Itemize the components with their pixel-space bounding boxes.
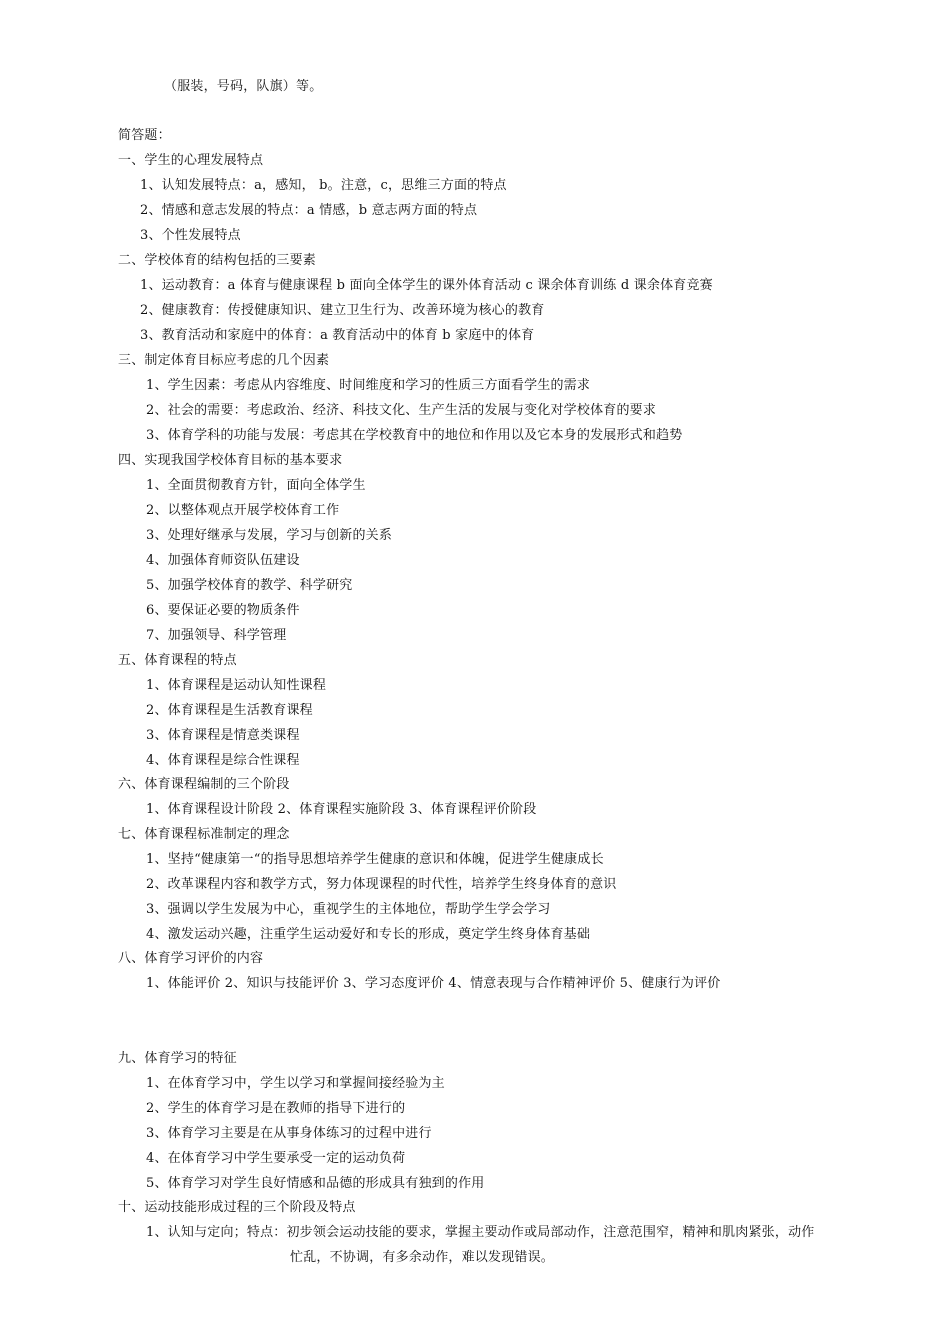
list-item: 1、坚持“健康第一“的指导思想培养学生健康的意识和体魄，促进学生健康成长 [146,852,604,867]
list-item: 2、情感和意志发展的特点：a 情感，b 意志两方面的特点 [140,203,478,218]
section-heading: 简答题： [118,128,171,143]
list-item: 1、学生因素：考虑从内容维度、时间维度和学习的性质三方面看学生的需求 [146,378,591,393]
list-item: 3、体育学习主要是在从事身体练习的过程中进行 [146,1126,432,1141]
list-item: 2、改革课程内容和教学方式，努力体现课程的时代性，培养学生终身体育的意识 [146,877,617,892]
list-item: 2、学生的体育学习是在教师的指导下进行的 [146,1101,406,1116]
list-item: 1、体育课程是运动认知性课程 [146,678,327,693]
list-item: 1、运动教育：a 体育与健康课程 b 面向全体学生的课外体育活动 c 课余体育训练 d 课余体育竞赛 [140,278,713,293]
section-title: 二、学校体育的结构包括的三要素 [118,253,317,268]
list-item: 3、强调以学生发展为中心，重视学生的主体地位，帮助学生学会学习 [146,902,551,917]
section-title: 十、运动技能形成过程的三个阶段及特点 [118,1200,356,1215]
section-title: 三、制定体育目标应考虑的几个因素 [118,353,330,368]
section-title: 九、体育学习的特征 [118,1051,237,1066]
list-item: 3、体育学科的功能与发展：考虑其在学校教育中的地位和作用以及它本身的发展形式和趋势 [146,428,683,443]
list-item: 5、体育学习对学生良好情感和品德的形成具有独到的作用 [146,1176,485,1191]
list-item: 4、激发运动兴趣，注重学生运动爱好和专长的形成，奠定学生终身体育基础 [146,927,591,942]
list-item: 3、体育课程是情意类课程 [146,728,300,743]
list-item: 2、体育课程是生活教育课程 [146,703,313,718]
list-item-continuation: 忙乱，不协调，有多余动作，难以发现错误。 [290,1250,555,1265]
list-item: 1、认知与定向；特点：初步领会运动技能的要求，掌握主要动作或局部动作，注意范围窄，精神和肌肉紧张，动作 [146,1225,815,1240]
list-item: 3、教育活动和家庭中的体育：a 教育活动中的体育 b 家庭中的体育 [140,328,535,343]
list-item: 1、在体育学习中，学生以学习和掌握间接经验为主 [146,1076,445,1091]
list-item: 3、个性发展特点 [140,228,241,243]
list-item: 2、健康教育：传授健康知识、建立卫生行为、改善环境为核心的教育 [140,303,545,318]
list-item: 4、在体育学习中学生要承受一定的运动负荷 [146,1151,406,1166]
list-item: 7、加强领导、科学管理 [146,628,287,643]
list-item: 4、加强体育师资队伍建设 [146,553,300,568]
list-item: 2、社会的需要：考虑政治、经济、科技文化、生产生活的发展与变化对学校体育的要求 [146,403,657,418]
section-title: 四、实现我国学校体育目标的基本要求 [118,453,343,468]
list-item: 2、以整体观点开展学校体育工作 [146,503,340,518]
section-title: 八、体育学习评价的内容 [118,951,264,966]
list-item: 6、要保证必要的物质条件 [146,603,300,618]
list-item: 1、全面贯彻教育方针，面向全体学生 [146,478,366,493]
continuation-line: （服装，号码，队旗）等。 [164,79,323,94]
list-item: 1、体能评价 2、知识与技能评价 3、学习态度评价 4、情意表现与合作精神评价 5、健康行为评价 [146,976,721,991]
section-title: 六、体育课程编制的三个阶段 [118,777,290,792]
list-item: 4、体育课程是综合性课程 [146,753,300,768]
section-title: 一、学生的心理发展特点 [118,153,264,168]
list-item: 5、加强学校体育的教学、科学研究 [146,578,353,593]
section-title: 七、体育课程标准制定的理念 [118,827,290,842]
list-item: 3、处理好继承与发展，学习与创新的关系 [146,528,393,543]
list-item: 1、认知发展特点：a，感知， b。注意，c，思维三方面的特点 [140,178,507,193]
section-title: 五、体育课程的特点 [118,653,237,668]
list-item: 1、体育课程设计阶段 2、体育课程实施阶段 3、体育课程评价阶段 [146,802,537,817]
